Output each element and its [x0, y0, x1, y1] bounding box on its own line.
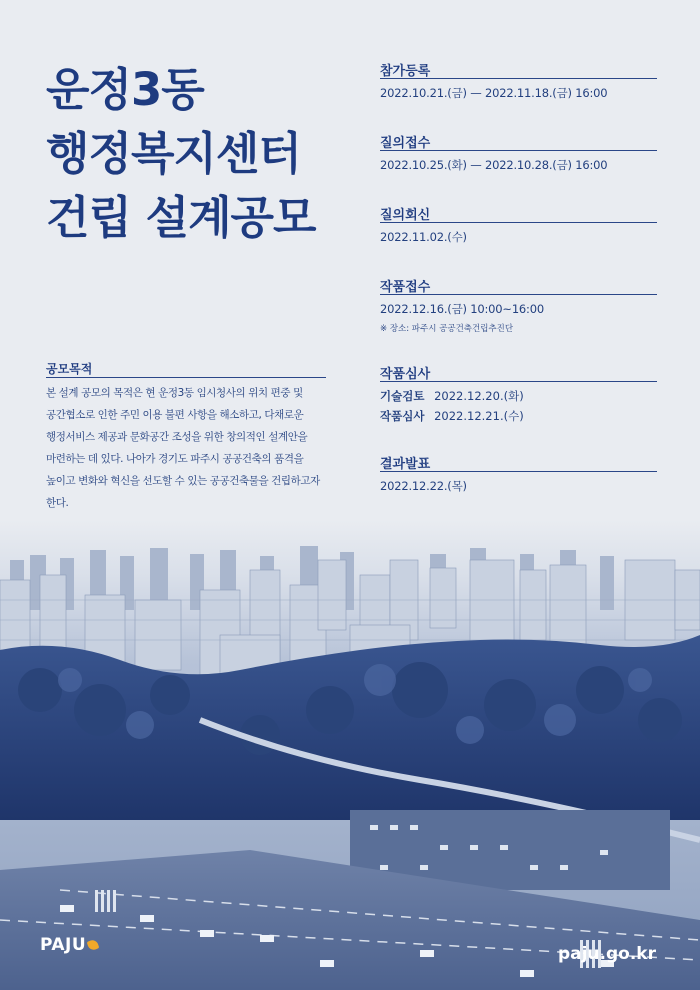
- schedule-value: 2022.12.22.(목): [380, 479, 467, 493]
- schedule-value: 2022.12.16.(금) 10:00~16:00: [380, 302, 544, 316]
- schedule-review: [380, 363, 657, 424]
- purpose-body: 본 설계 공모의 목적은 현 운정3동 임시청사의 위치 편중 및 공간협소로 인한 주민 이용 불편 사항을 해소하고, 다채로운 행정서비스 제공과 문화공간 조성을 위한 창의적인 설계안을 마련하는 데 있다. 나아가 경기도 파주시 공공건축의 품격을 높이고 변화와 혁신을 선도할 수 있는 공공건축물을 건립하고자 한다.: [46, 387, 320, 509]
- website-url[interactable]: paju.go.kr: [557, 944, 656, 964]
- schedule-label: 작품심사: [380, 363, 657, 382]
- review-row-key: 기술검토: [380, 389, 425, 403]
- purpose-label: 공모목적: [46, 360, 326, 378]
- logo-text: PAJU: [40, 935, 87, 955]
- review-row-value: 2022.12.20.(화): [434, 389, 524, 403]
- review-row-key: 작품심사: [380, 409, 425, 423]
- schedule-submission: [380, 276, 657, 334]
- review-row: [380, 388, 657, 404]
- title-line-1: 운정3동: [46, 63, 204, 116]
- review-row-value: 2022.12.21.(수): [434, 409, 524, 423]
- schedule-label: 참가등록: [380, 60, 657, 79]
- title-line-2: 행정복지센터: [46, 127, 301, 180]
- schedule-value: 2022.10.21.(금) — 2022.11.18.(금) 16:00: [380, 86, 608, 100]
- schedule-value: 2022.11.02.(수): [380, 230, 467, 244]
- schedule-label: 작품접수: [380, 276, 657, 295]
- schedule-note: ※ 장소: 파주시 공공건축건립추진단: [380, 324, 514, 334]
- schedule-label: 질의회신: [380, 204, 657, 223]
- schedule-reply: [380, 204, 657, 245]
- review-row: [380, 408, 657, 424]
- poster-title: [46, 58, 316, 250]
- title-line-3: 건립 설계공모: [46, 191, 316, 244]
- schedule-label: 결과발표: [380, 453, 657, 472]
- paju-logo: [40, 935, 98, 955]
- aerial-city-photo: [0, 520, 700, 990]
- schedule-result: [380, 453, 657, 494]
- logo-mark-icon: [87, 939, 100, 952]
- purpose-section: [46, 360, 326, 514]
- schedule-registration: [380, 60, 657, 101]
- schedule-value: 2022.10.25.(화) — 2022.10.28.(금) 16:00: [380, 158, 608, 172]
- schedule-label: 질의접수: [380, 132, 657, 151]
- schedule-inquiry: [380, 132, 657, 173]
